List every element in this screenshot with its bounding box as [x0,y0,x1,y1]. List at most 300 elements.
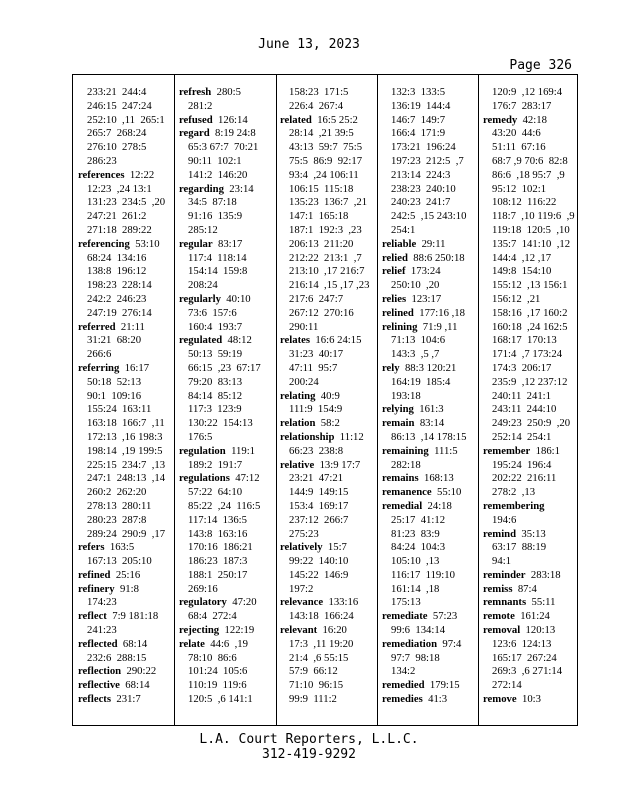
page-line-references: 42:18 [522,113,547,126]
index-column-1 [78,86,178,707]
page-line-references: 57:22 64:10 [188,486,243,499]
index-reference-line [382,541,482,555]
index-reference-line [382,459,482,473]
page-line-references: 173:24 [410,265,441,278]
index-term-line [382,417,482,431]
index-reference-line [483,265,583,279]
index-term-line [78,321,178,335]
index-term: regulated [179,334,223,347]
index-reference-line [483,293,583,307]
index-reference-line [382,514,482,528]
index-reference-line [78,528,178,542]
page-line-references: 189:2 191:7 [188,458,243,471]
page-line-references: 116:17 119:10 [391,568,455,581]
index-reference-line [78,555,178,569]
index-term-line [382,445,482,459]
page-line-references: 50:13 59:19 [188,348,243,361]
index-term-line [78,679,178,693]
index-term-line [483,528,583,542]
index-reference-line [483,141,583,155]
index-reference-line [483,279,583,293]
page-line-references: 213:10 ,17 216:7 [289,265,365,278]
index-term: remedial [382,499,423,512]
index-reference-line [483,486,583,500]
page-line-references: 206:13 211:20 [289,237,354,250]
index-reference-line [483,431,583,445]
page-line-references: 99:9 111:2 [289,693,337,706]
index-term: regarding [179,182,224,195]
page-line-references: 235:9 ,12 237:12 [492,375,568,388]
index-term: relevance [280,596,324,609]
page-line-references: 134:2 [391,665,416,678]
page-line-references: 146:7 149:7 [391,113,446,126]
index-term: regular [179,237,213,250]
index-reference-line [179,348,279,362]
page-line-references: 17:3 ,11 19:20 [289,637,354,650]
index-term-line [483,624,583,638]
page-line-references: 117:14 136:5 [188,513,247,526]
index-reference-line [78,417,178,431]
index-term: relining [382,320,418,333]
index-reference-line [179,403,279,417]
index-reference-line [179,279,279,293]
index-reference-line [382,224,482,238]
page-line-references: 174:3 206:17 [492,361,552,374]
index-term-line [382,293,482,307]
index-reference-line [280,500,380,514]
page-line-references: 175:13 [391,596,421,609]
index-term: regulatory [179,596,227,609]
index-term-line [382,638,482,652]
index-term-line [382,238,482,252]
page-line-references: 97:7 98:18 [391,651,440,664]
index-reference-line [179,514,279,528]
page-line-references: 93:4 ,24 106:11 [289,168,359,181]
index-reference-line [483,238,583,252]
page-line-references: 242:2 246:23 [87,292,147,305]
index-reference-line [382,141,482,155]
index-term-line [179,472,279,486]
page-line-references: 40:9 [320,389,340,402]
index-term-line [179,183,279,197]
index-term-line [382,362,482,376]
page-line-references: 12:23 ,24 13:1 [87,182,152,195]
index-table [72,74,578,726]
index-reference-line [78,459,178,473]
page-line-references: 132:3 133:5 [391,86,446,98]
index-term-line [179,238,279,252]
page-line-references: 106:15 115:18 [289,182,354,195]
index-reference-line [483,362,583,376]
page-line-references: 31:21 68:20 [87,334,142,347]
index-reference-line [280,127,380,141]
page-line-references: 260:2 262:20 [87,486,147,499]
index-reference-line [78,445,178,459]
page-line-references: 90:11 102:1 [188,154,242,167]
index-term-line [280,390,380,404]
index-term: refers [78,541,105,554]
page-line-references: 198:14 ,19 199:5 [87,444,163,457]
page-line-references: 164:19 185:4 [391,375,451,388]
index-reference-line [280,224,380,238]
page-line-references: 167:13 205:10 [87,555,152,568]
index-reference-line [179,610,279,624]
page-line-references: 278:13 280:11 [87,499,152,512]
page-line-references: 269:3 ,6 271:14 [492,665,563,678]
index-term: rely [382,361,400,374]
index-reference-line [179,196,279,210]
index-term-line [179,445,279,459]
page-line-references: 24:18 [427,499,452,512]
index-column-3 [280,86,380,707]
footer-company: L.A. Court Reporters, L.L.C. [199,732,419,747]
index-reference-line [382,652,482,666]
page-line-references: 99:6 134:14 [391,624,446,637]
page-line-references: 119:18 120:5 ,10 [492,223,570,236]
page-line-references: 242:5 ,15 243:10 [391,210,467,223]
index-reference-line [179,459,279,473]
page-line-references: 55:10 [437,486,462,499]
page-line-references: 83:17 [217,237,243,250]
page-line-references: 7:9 181:18 [112,610,159,623]
index-reference-line [280,679,380,693]
index-reference-line [483,541,583,555]
index-reference-line [382,114,482,128]
index-term-line [280,417,380,431]
page-line-references: 161:3 [419,403,444,416]
index-term-line [280,624,380,638]
index-term: relating [280,389,316,402]
index-term-line [483,610,583,624]
index-reference-line [78,376,178,390]
index-term: refused [179,113,213,126]
page-line-references: 73:6 157:6 [188,306,237,319]
page-line-references: 238:23 240:10 [391,182,456,195]
index-term-line [483,500,583,514]
index-reference-line [78,403,178,417]
page-line-references: 66:23 238:8 [289,444,344,457]
page-line-references: 286:23 [87,154,117,167]
index-term: regularly [179,292,221,305]
index-term-line [78,541,178,555]
index-reference-line [280,652,380,666]
index-reference-line [483,86,583,100]
index-term: relined [382,306,414,319]
index-reference-line [483,307,583,321]
index-reference-line [483,334,583,348]
index-reference-line [382,569,482,583]
page-line-references: 47:20 [232,596,257,609]
index-reference-line [78,596,178,610]
page-line-references: 280:23 287:8 [87,513,147,526]
index-reference-line [483,196,583,210]
page-line-references: 143:8 163:16 [188,527,248,540]
page-line-references: 145:22 146:9 [289,568,349,581]
index-term: relative [280,458,315,471]
index-reference-line [280,610,380,624]
index-term-line [280,431,380,445]
index-term-line [280,596,380,610]
page-line-references: 173:21 196:24 [391,141,456,154]
index-reference-line [280,472,380,486]
page-line-references: 194:6 [492,513,517,526]
index-reference-line [179,210,279,224]
page-line-references: 97:4 [442,637,462,650]
page-line-references: 290:11 [289,320,319,333]
page-line-references: 123:6 124:13 [492,637,552,650]
index-term: reflects [78,693,112,706]
page-line-references: 29:11 [421,237,446,250]
index-term: rejecting [179,624,220,637]
page-line-references: 75:5 86:9 92:17 [289,154,363,167]
index-reference-line [382,100,482,114]
page-line-references: 111:9 154:9 [289,403,343,416]
index-term: remedied [382,679,425,692]
index-reference-line [382,86,482,100]
index-term: remove [483,693,517,706]
page-line-references: 68:4 272:4 [188,610,237,623]
index-reference-line [382,376,482,390]
page-line-references: 94:1 [492,555,512,568]
index-reference-line [280,376,380,390]
index-reference-line [280,100,380,114]
index-column-2 [179,86,279,707]
page-line-references: 16:20 [322,624,347,637]
index-reference-line [280,86,380,100]
index-reference-line [179,307,279,321]
index-term-line [179,114,279,128]
index-term: relate [179,637,205,650]
page-line-references: 68:14 [125,679,150,692]
page-line-references: 138:8 196:12 [87,265,147,278]
index-reference-line [483,155,583,169]
page-line-references: 212:22 213:1 ,7 [289,251,362,264]
index-reference-line [382,183,482,197]
index-column-4 [382,86,482,707]
index-reference-line [78,652,178,666]
index-term: relied [382,251,408,264]
index-reference-line [382,155,482,169]
page-line-references: 12:22 [129,168,155,181]
page-line-references: 66:15 ,23 67:17 [188,361,261,374]
page-line-references: 120:5 ,6 141:1 [188,693,253,706]
page-line-references: 163:18 166:7 ,11 [87,417,165,430]
index-term-line [78,169,178,183]
index-reference-line [280,486,380,500]
index-reference-line [382,127,482,141]
page-line-references: 90:1 109:16 [87,389,142,402]
index-reference-line [78,390,178,404]
page-line-references: 276:10 278:5 [87,141,147,154]
page-line-references: 280:5 [216,86,241,98]
index-reference-line [78,86,178,100]
page-line-references: 79:20 83:13 [188,375,243,388]
page-line-references: 233:21 244:4 [87,86,147,98]
footer [0,732,618,762]
page-line-references: 241:23 [87,624,117,637]
page-line-references: 168:17 170:13 [492,334,557,347]
page-line-references: 15:7 [327,541,347,554]
index-reference-line [382,555,482,569]
index-reference-line [179,224,279,238]
index-term: relevant [280,624,318,637]
index-reference-line [483,403,583,417]
index-reference-line [483,169,583,183]
page-line-references: 120:9 ,12 169:4 [492,86,563,98]
page-line-references: 231:7 [116,693,141,706]
page-line-references: 88:6 250:18 [413,251,465,264]
index-reference-line [280,665,380,679]
index-reference-line [78,196,178,210]
index-term: remains [382,472,419,485]
index-reference-line [78,210,178,224]
index-reference-line [179,100,279,114]
page-line-references: 16:5 25:2 [317,113,358,126]
index-reference-line [78,252,178,266]
index-reference-line [483,348,583,362]
page-line-references: 217:6 247:7 [289,292,344,305]
index-reference-line [280,583,380,597]
page-line-references: 179:15 [429,679,460,692]
index-reference-line [483,665,583,679]
index-term-line [483,569,583,583]
page-line-references: 226:4 267:4 [289,99,344,112]
index-reference-line [483,376,583,390]
index-term: relief [382,265,406,278]
page-line-references: 101:24 105:6 [188,665,248,678]
page-line-references: 50:18 52:13 [87,375,142,388]
index-reference-line [483,472,583,486]
page-line-references: 143:3 ,5 ,7 [391,348,440,361]
index-term: remedies [382,693,423,706]
page-line-references: 213:14 224:3 [391,168,451,181]
page-line-references: 243:11 244:10 [492,403,557,416]
page-line-references: 246:15 247:24 [87,99,152,112]
index-term: referencing [78,237,130,250]
page-line-references: 65:3 67:7 70:21 [188,141,259,154]
page-line-references: 25:17 41:12 [391,513,446,526]
page-line-references: 48:12 [227,334,252,347]
index-term: refresh [179,86,212,98]
page-number: Page 326 [509,58,572,73]
page-line-references: 188:1 250:17 [188,568,248,581]
page-line-references: 176:7 283:17 [492,99,552,112]
index-reference-line [280,362,380,376]
index-reference-line [483,417,583,431]
page-line-references: 247:19 276:14 [87,306,152,319]
page-line-references: 165:17 267:24 [492,651,557,664]
index-reference-line [179,652,279,666]
page-line-references: 53:10 [135,237,160,250]
page-line-references: 186:1 [535,444,560,457]
index-reference-line [280,307,380,321]
page-line-references: 10:3 [521,693,541,706]
page-line-references: 208:24 [188,279,218,292]
index-term: relation [280,417,316,430]
index-reference-line [483,100,583,114]
page-line-references: 176:5 [188,430,213,443]
index-reference-line [382,169,482,183]
index-reference-line [179,390,279,404]
page-line-references: 275:23 [289,527,319,540]
index-term-line [382,500,482,514]
index-term-line [483,114,583,128]
page-line-references: 197:23 212:5 ,7 [391,154,464,167]
index-reference-line [483,252,583,266]
index-reference-line [483,652,583,666]
index-term: reflection [78,665,122,678]
index-term: remember [483,444,531,457]
page-line-references: 240:11 241:1 [492,389,551,402]
page-line-references: 11:12 [339,430,364,443]
page-line-references: 200:24 [289,375,319,388]
index-reference-line [78,307,178,321]
index-term-line [382,307,482,321]
index-reference-line [78,486,178,500]
index-reference-line [179,693,279,707]
page-line-references: 95:12 102:1 [492,182,547,195]
page-line-references: 141:2 146:20 [188,168,248,181]
index-term: remote [483,610,515,623]
index-term-line [382,679,482,693]
index-reference-line [280,155,380,169]
page-line-references: 154:14 159:8 [188,265,248,278]
page-line-references: 71:9 ,11 [422,320,458,333]
index-term-line [78,693,178,707]
index-reference-line [280,555,380,569]
index-reference-line [179,252,279,266]
index-term-line [483,693,583,707]
index-reference-line [483,679,583,693]
index-term-line [179,86,279,100]
page-line-references: 44:6 ,19 [210,637,248,650]
index-reference-line [78,141,178,155]
page-line-references: 174:23 [87,596,117,609]
page-line-references: 281:2 [188,99,213,112]
page-line-references: 267:12 270:16 [289,306,354,319]
page-line-references: 158:16 ,17 160:2 [492,306,568,319]
index-reference-line [179,376,279,390]
page-line-references: 85:22 ,24 116:5 [188,499,261,512]
index-reference-line [179,679,279,693]
page-line-references: 120:13 [525,624,556,637]
index-term: reliable [382,237,417,250]
index-term: referred [78,320,116,333]
index-reference-line [280,514,380,528]
page-line-references: 202:22 216:11 [492,472,557,485]
index-reference-line [280,183,380,197]
page-line-references: 88:3 120:21 [404,361,457,374]
index-term-line [382,610,482,624]
index-term-line [78,610,178,624]
page-line-references: 57:9 66:12 [289,665,338,678]
page-line-references: 133:16 [328,596,359,609]
index-term: remedy [483,113,518,126]
index-reference-line [382,665,482,679]
page-line-references: 136:19 144:4 [391,99,451,112]
index-term-line [78,238,178,252]
index-reference-line [280,252,380,266]
page-line-references: 252:14 254:1 [492,430,552,443]
page-line-references: 51:11 67:16 [492,141,546,154]
page-line-references: 43:13 59:7 75:5 [289,141,363,154]
index-reference-line [280,403,380,417]
page-line-references: 216:14 ,15 ,17 ,23 [289,279,370,292]
page-line-references: 58:2 [320,417,340,430]
page-line-references: 171:4 ,7 173:24 [492,348,563,361]
index-reference-line [179,583,279,597]
index-reference-line [280,445,380,459]
